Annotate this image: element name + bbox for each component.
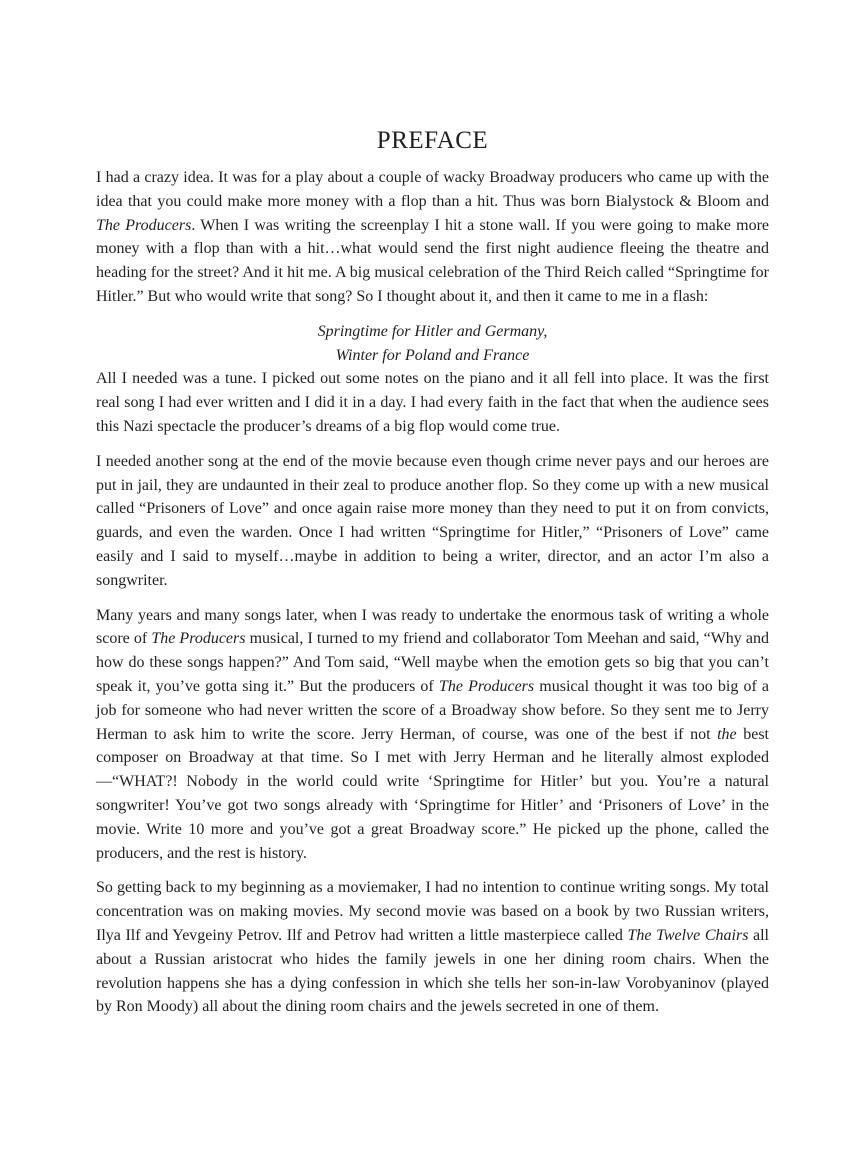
italic-title-text: the bbox=[717, 725, 737, 743]
verse-quote bbox=[96, 320, 769, 368]
paragraph-text: So getting back to my beginning as a moviemaker, I had no intention to continue writing songs. My total concentration was on making movies. My second movie was based on a book by two Russian writers, Ilya Ilf and Yevgeiny Petrov. Ilf and Petrov had written a little masterpiece called bbox=[96, 879, 769, 944]
italic-title-text: The Twelve Chairs bbox=[627, 926, 749, 944]
italic-title-text: The Producers bbox=[96, 216, 192, 234]
paragraph bbox=[96, 876, 769, 1019]
paragraph-text: all about a Russian aristocrat who hides the family jewels in one her dining room chairs. When the revolution happens she has a dying confession in which she tells her son-in-law Vorobyaninov (played by Ron Moody) all about the dining room chairs and the jewels secreted in one of them. bbox=[96, 926, 770, 1016]
body-text-main bbox=[96, 367, 769, 1019]
verse-line-2: Winter for Poland and France bbox=[335, 346, 530, 364]
paragraph-text: . When I was writing the screenplay I hit a stone wall. If you were going to make more money with a flop than with a hit…what would send the first night audience fleeing the theatre and heading for the street? And it hit me. A big musical celebration of the Third Reich called “Springtime for Hitler.” But who would write that song? So I thought about it, and then it came to me in a flash: bbox=[96, 216, 770, 305]
paragraph-text: musical thought it was too big of a job for someone who had never written the score of a Broadway show before. So they sent me to Jerry Herman to ask him to write the score. Jerry Herman, of course, was one of the best if not bbox=[96, 677, 770, 743]
document-page bbox=[96, 126, 769, 1019]
paragraph-text: musical, I turned to my friend and collaborator Tom Meehan and said, “Why and how do these songs happen?” And Tom said, “Well maybe when the emotion gets so big that you can’t speak it, you’ve gotta sing it.” But the producers of bbox=[96, 630, 769, 695]
paragraph-text: best composer on Broadway at that time. So I met with Jerry Herman and he literally almost exploded—“WHAT?! Nobody in the world could write ‘Springtime for Hitler’ but you. You’re a natural songwriter! You’ve got two songs already with ‘Springtime for Hitler’ and ‘Prisoners of Love’ in the movie. Write 10 more and you’ve got a great Broadway score.” He picked up the phone, called the producers, and the rest is history. bbox=[96, 725, 769, 862]
paragraph-text: I needed another song at the end of the movie because even though crime never pays and our heroes are put in jail, they are undaunted in their zeal to produce another flop. So they come up with a new musical called “Prisoners of Love” and once again raise more money than they need to put it on from convicts, guards, and even the warden. Once I had written “Springtime for Hitler,” “Prisoners of Love” came easily and I said to myself…maybe in addition to being a writer, director, and an actor I’m also a songwriter. bbox=[96, 452, 769, 589]
italic-title-text: The Producers bbox=[151, 630, 246, 648]
paragraph-text: I had a crazy idea. It was for a play about a couple of wacky Broadway producers who came up with the idea that you could make more money with a flop than a hit. Thus was born Bialystock & Bloom and bbox=[96, 169, 769, 210]
paragraph bbox=[96, 367, 769, 438]
paragraph bbox=[96, 604, 769, 866]
body-text-intro bbox=[96, 166, 769, 309]
paragraph-text: Many years and many songs later, when I was ready to undertake the enormous task of writing a whole score of bbox=[96, 606, 769, 648]
paragraph bbox=[96, 450, 769, 593]
italic-title-text: The Producers bbox=[438, 677, 535, 695]
paragraph bbox=[96, 166, 769, 309]
paragraph-text: All I needed was a tune. I picked out some notes on the piano and it all fell into place. It was the first real song I had ever written and I did it in a day. I had every faith in the fact that when the audience sees this Nazi spectacle the producer’s dreams of a big flop would come true. bbox=[96, 370, 769, 435]
page-title: PREFACE bbox=[376, 127, 489, 154]
verse-line-1: Springtime for Hitler and Germany, bbox=[317, 322, 548, 340]
